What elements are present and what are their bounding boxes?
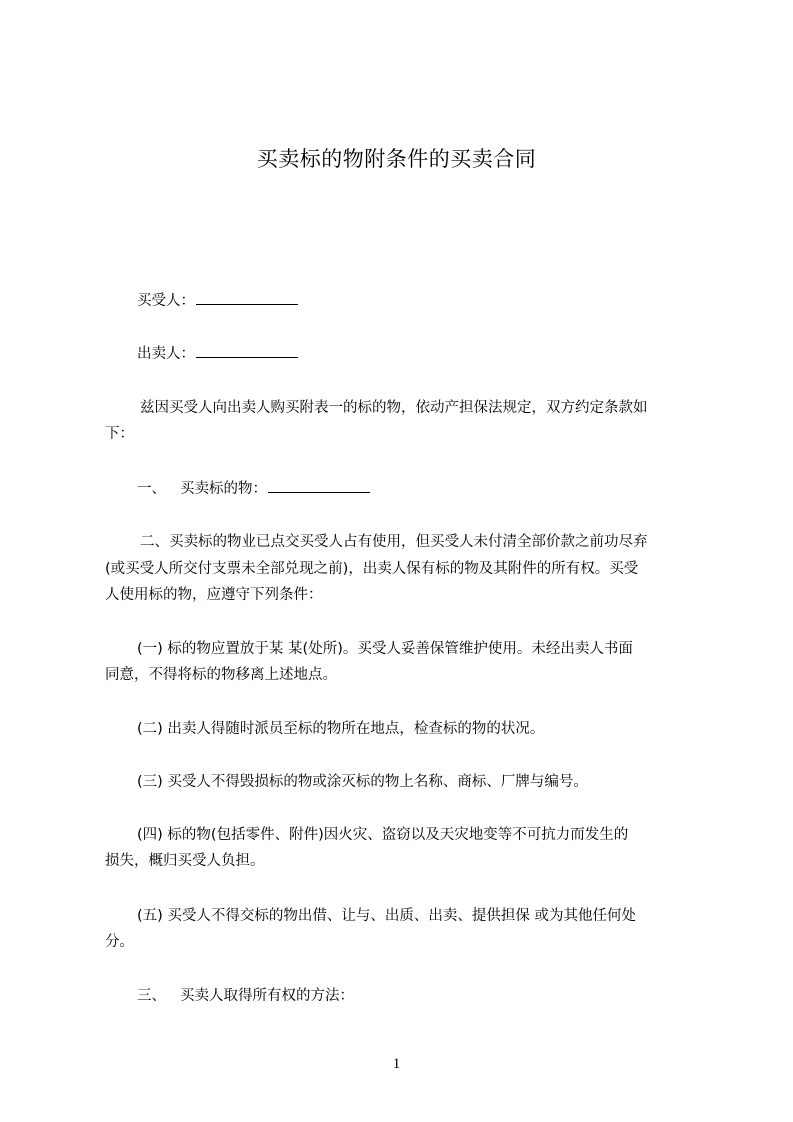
item-4-line-2: 损失，概归买受人负担。 [105, 853, 265, 869]
intro-line-1: 兹因买受人向出卖人购买附表一的标的物，依动产担保法规定，双方约定条款如 [140, 400, 648, 416]
section-2-line-1: 二、买卖标的物业已点交买受人占有使用，但买受人未付清全部价款之前功尽弃 [140, 534, 648, 550]
item-1-line-2: 同意，不得将标的物移离上述地点。 [105, 667, 337, 683]
section-1-label: 买卖标的物： [180, 481, 267, 497]
section-3-number: 三、 [137, 988, 166, 1004]
item-4-line-1: (四) 标的物(包括零件、附件)因火灾、盗窃以及天灾地变等不可抗力而发生的 [137, 827, 629, 843]
item-2-line: (二) 出卖人得随时派员至标的物所在地点，检查标的物的状况。 [137, 721, 545, 737]
section-3-line [137, 983, 732, 1009]
buyer-blank [196, 289, 298, 305]
seller-blank [196, 342, 298, 358]
section-1-number: 一、 [137, 481, 166, 497]
page-number: 1 [392, 1056, 401, 1072]
section-2-line-3: 人使用标的物，应遵守下列条件： [105, 587, 323, 603]
section-1-blank [268, 477, 370, 493]
intro-line-2: 下： [105, 426, 134, 442]
document-title: 买卖标的物附条件的买卖合同 [256, 147, 537, 171]
section-1-line [137, 476, 732, 502]
seller-line [137, 341, 732, 367]
buyer-label: 买受人： [137, 293, 195, 309]
item-5-line-1: (五) 买受人不得交标的物出借、让与、出质、出卖、提供担保 或为其他任何处 [137, 908, 637, 924]
seller-label: 出卖人： [137, 346, 195, 362]
buyer-line [137, 288, 732, 314]
section-2-line-2: (或买受人所交付支票未全部兑现之前)，出卖人保有标的物及其附件的所有权。买受 [105, 561, 639, 577]
item-1-line-1: (一) 标的物应置放于某 某(处所)。买受人妥善保管维护使用。未经出卖人书面 [137, 641, 633, 657]
item-5-line-2: 分。 [105, 934, 134, 950]
item-3-line: (三) 买受人不得毁损标的物或涂灭标的物上名称、商标、厂牌与编号。 [137, 774, 588, 790]
section-3-label: 买卖人取得所有权的方法： [180, 988, 354, 1004]
